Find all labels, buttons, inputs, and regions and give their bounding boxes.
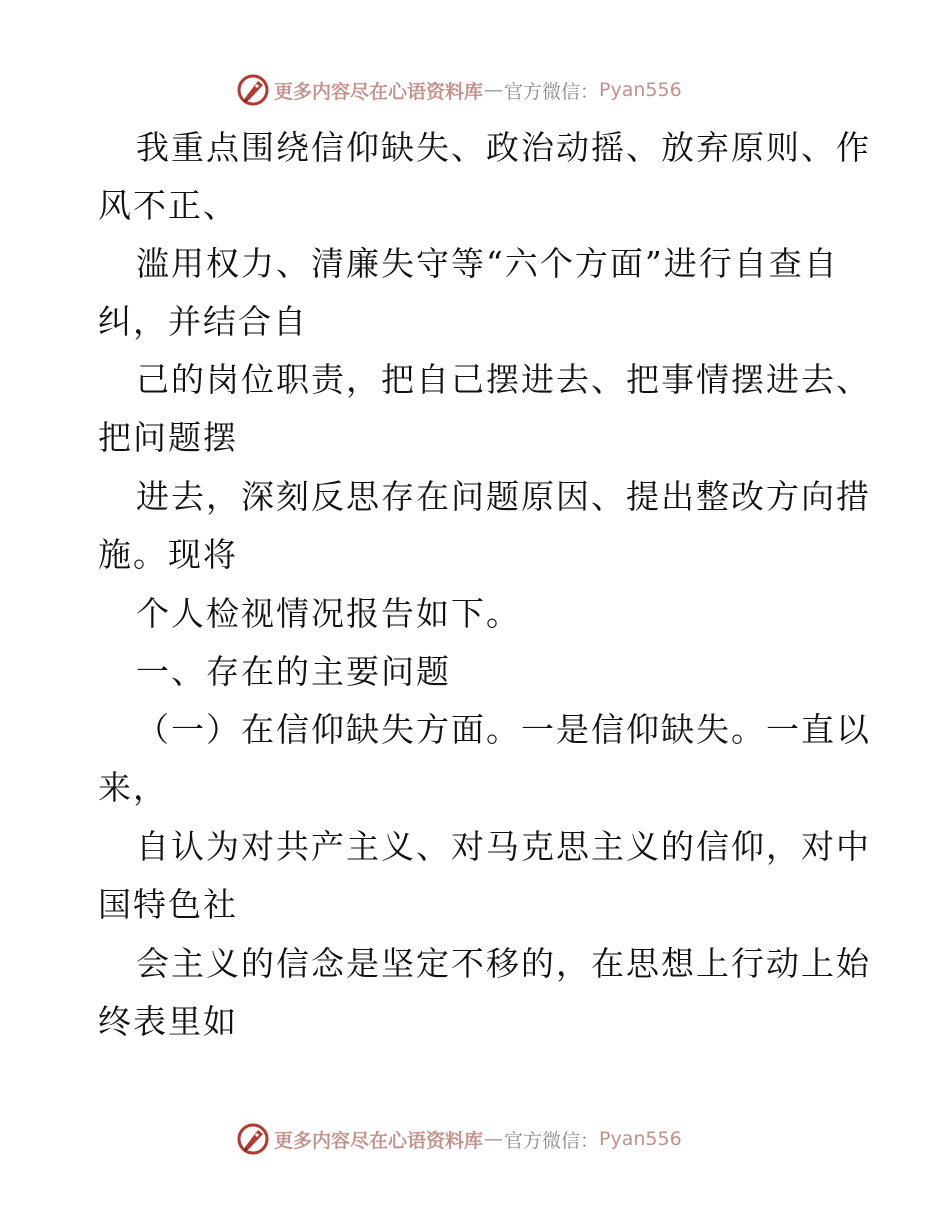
banner-site-name: 更多内容尽在心语资料库 bbox=[274, 1129, 484, 1152]
body-line: 自认为对共产主义、对马克思主义的信仰，对中 bbox=[136, 827, 871, 866]
body-line: 我重点围绕信仰缺失、政治动摇、放弃原则、作 bbox=[136, 128, 871, 167]
body-line: 国特色社 bbox=[98, 885, 238, 924]
banner-wechat-label: 官方微信： bbox=[504, 80, 600, 103]
body-line: 滥用权力、清廉失守等“六个方面”进行自查自 bbox=[136, 244, 839, 283]
banner-separator: — bbox=[484, 79, 504, 101]
pen-nib-logo-icon bbox=[236, 73, 270, 107]
banner-site-name: 更多内容尽在心语资料库 bbox=[274, 80, 484, 103]
body-line: 风不正、 bbox=[98, 186, 238, 225]
body-line: 把问题摆 bbox=[98, 418, 238, 457]
body-line: 个人检视情况报告如下。 bbox=[136, 594, 521, 633]
footer-banner bbox=[236, 1121, 682, 1157]
body-line: 会主义的信念是坚定不移的，在思想上行动上始 bbox=[136, 944, 871, 983]
body-line: （一）在信仰缺失方面。一是信仰缺失。一直以 bbox=[136, 710, 871, 749]
body-line: 己的岗位职责，把自己摆进去、把事情摆进去、 bbox=[136, 360, 871, 399]
banner-wechat-id: Pyan556 bbox=[599, 79, 682, 101]
body-line: 进去，深刻反思存在问题原因、提出整改方向措 bbox=[136, 477, 871, 516]
pen-nib-logo-icon bbox=[236, 1122, 270, 1156]
header-banner bbox=[236, 72, 682, 108]
banner-wechat-id: Pyan556 bbox=[599, 1128, 682, 1150]
body-line: 终表里如 bbox=[98, 1002, 238, 1041]
body-line: 来， bbox=[98, 768, 168, 807]
banner-separator: — bbox=[484, 1128, 504, 1150]
banner-wechat-label: 官方微信： bbox=[504, 1129, 600, 1152]
section-heading: 一、存在的主要问题 bbox=[136, 652, 451, 691]
body-line: 施。现将 bbox=[98, 535, 238, 574]
body-line: 纠，并结合自 bbox=[98, 302, 308, 341]
